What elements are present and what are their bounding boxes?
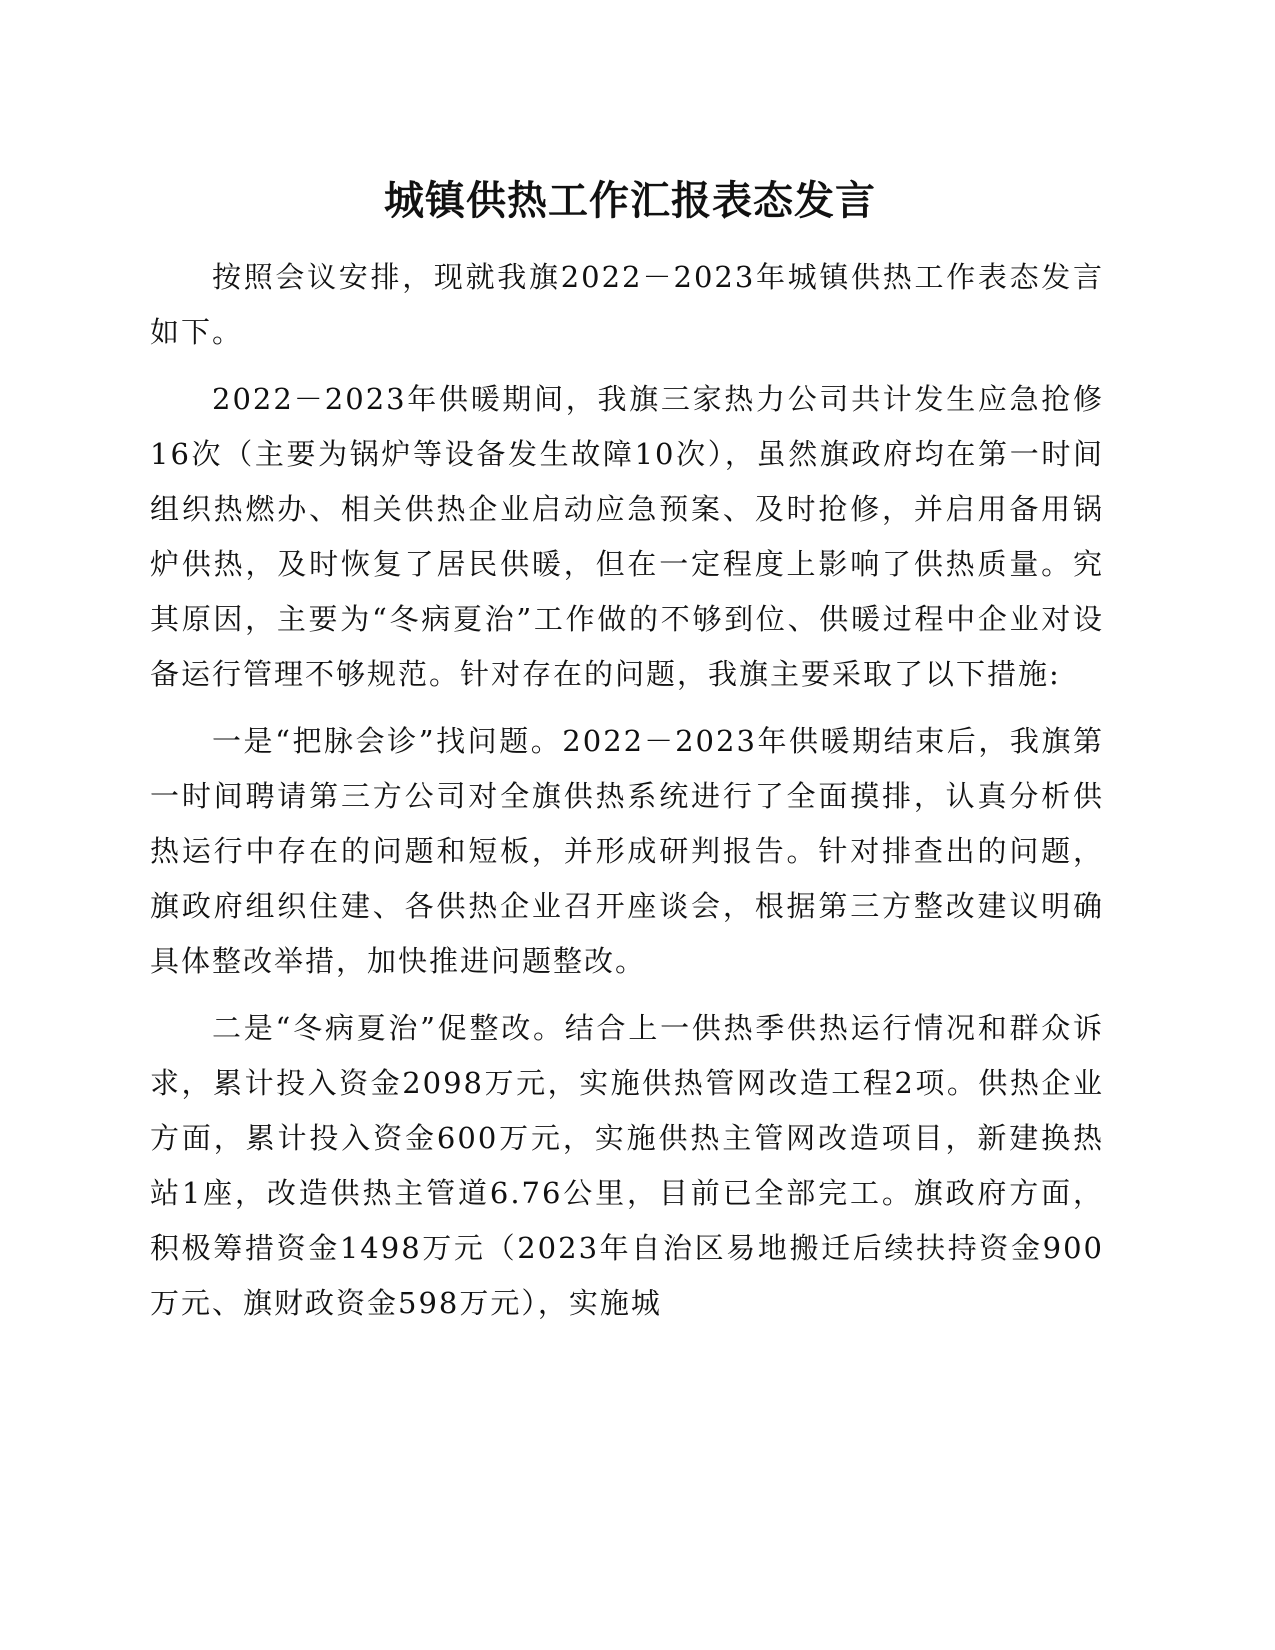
paragraph-measure-two: 二是“冬病夏治”促整改。结合上一供热季供热运行情况和群众诉求，累计投入资金2098万元，实施供热管网改造工程2项。供热企业方面，累计投入资金600万元，实施供热主管网改造项目，新建换热站1座，改造供热主管道6.76公里，目前已全部完工。旗政府方面，积极筹措资金1498万元（2023年自治区易地搬迁后续扶持资金900万元、旗财政资金598万元），实施城 <box>150 1011 1104 1320</box>
paragraph-measure-one: 一是“把脉会诊”找问题。2022－2023年供暖期结束后，我旗第一时间聘请第三方公司对全旗供热系统进行了全面摸排，认真分析供热运行中存在的问题和短板，并形成研判报告。针对排查出的问题，旗政府组织住建、各供热企业召开座谈会，根据第三方整改建议明确具体整改举措，加快推进问题整改。 <box>150 724 1104 978</box>
document-title: 城镇供热工作汇报表态发言 <box>384 178 876 224</box>
document-body <box>150 250 1104 1343</box>
paragraph-intro: 按照会议安排，现就我旗2022－2023年城镇供热工作表态发言如下。 <box>150 260 1104 349</box>
paragraph-situation: 2022－2023年供暖期间，我旗三家热力公司共计发生应急抢修16次（主要为锅炉等设备发生故障10次），虽然旗政府均在第一时间组织热燃办、相关供热企业启动应急预案、及时抢修，并启用备用锅炉供热，及时恢复了居民供暖，但在一定程度上影响了供热质量。究其原因，主要为“冬病夏治”工作做的不够到位、供暖过程中企业对设备运行管理不够规范。针对存在的问题，我旗主要采取了以下措施: <box>150 382 1104 691</box>
